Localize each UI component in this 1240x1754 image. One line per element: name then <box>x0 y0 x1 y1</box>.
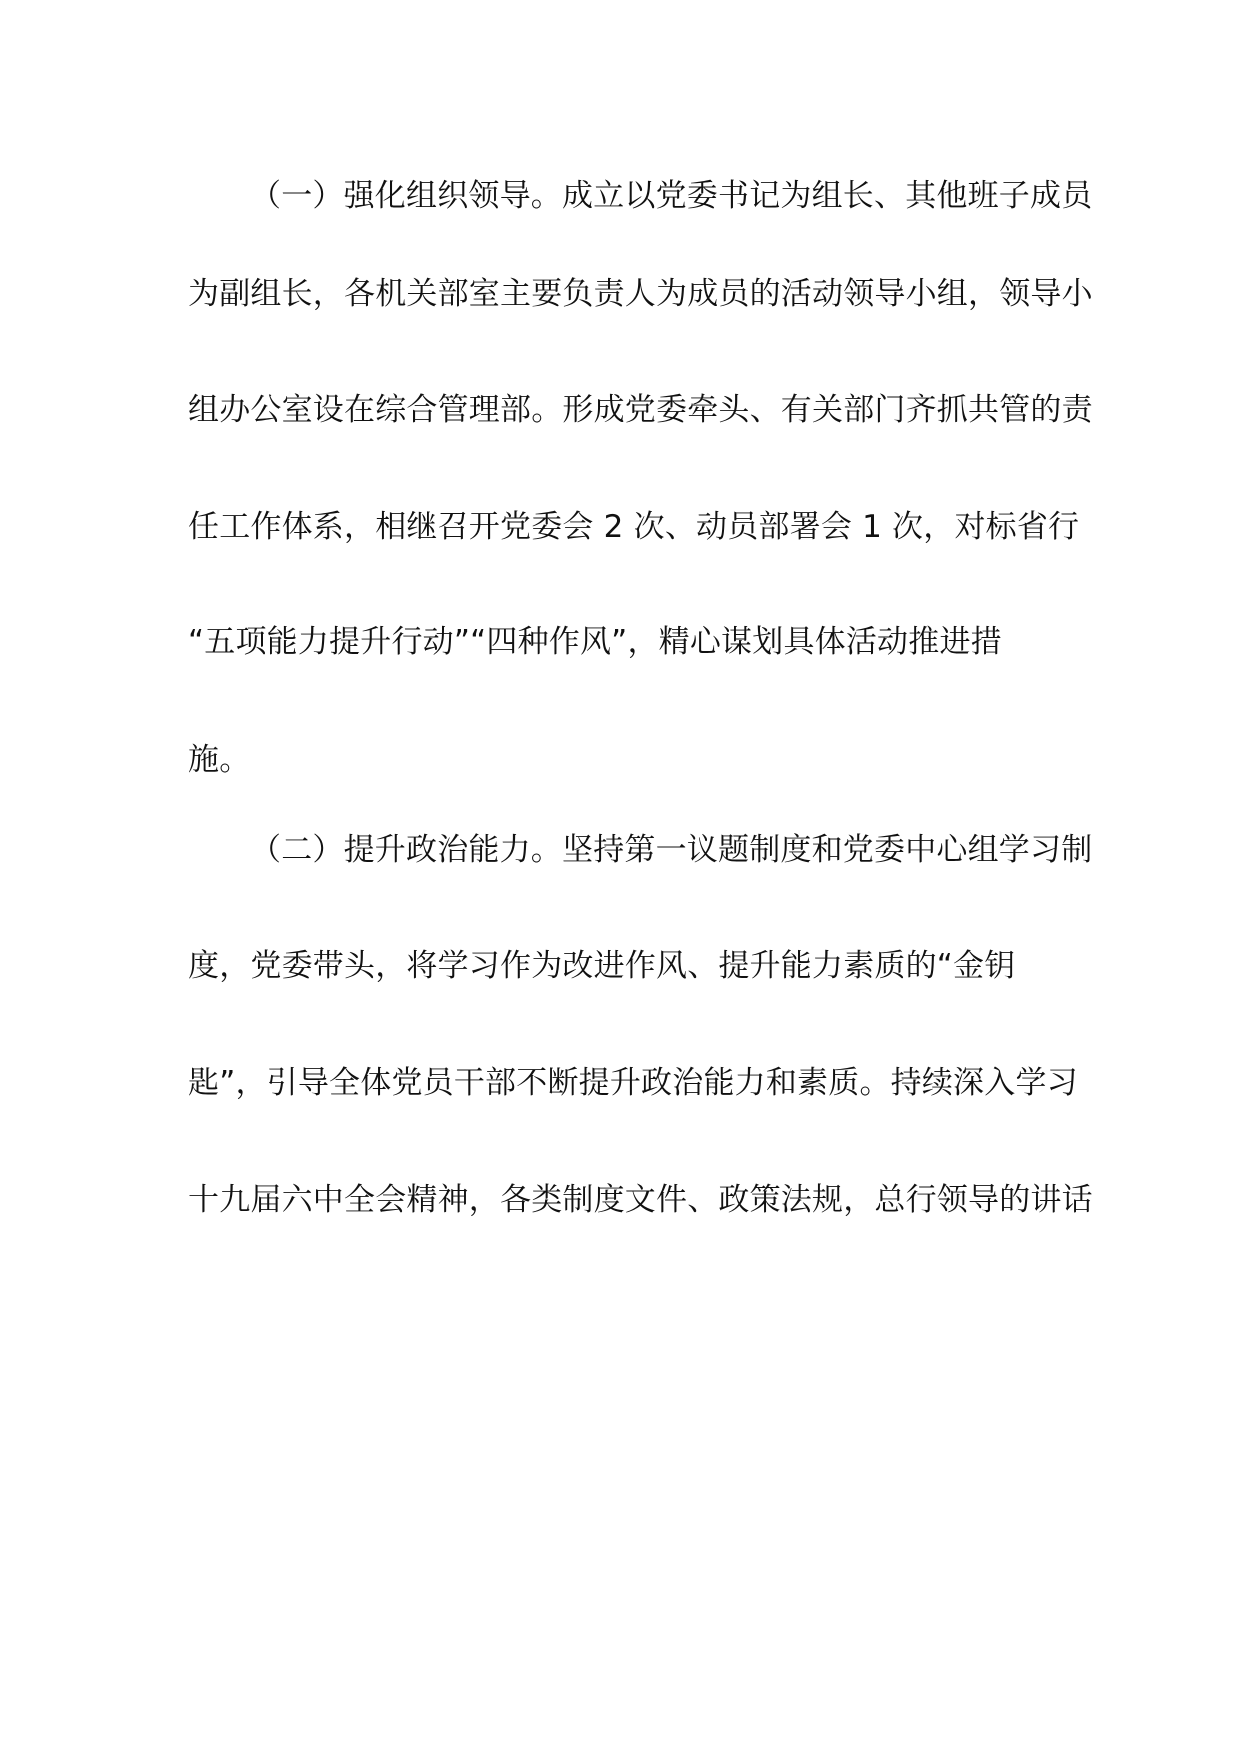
paragraph-2-line-1: （二）提升政治能力。坚持第一议题制度和党委中心组学习制 <box>250 832 1093 868</box>
paragraph-2-line-2: 度，党委带头，将学习作为改进作风、提升能力素质的“金钥 <box>188 948 1016 984</box>
paragraph-1-line-3: 组办公室设在综合管理部。形成党委牵头、有关部门齐抓共管的责 <box>188 392 1093 428</box>
paragraph-1-line-1: （一）强化组织领导。成立以党委书记为组长、其他班子成员 <box>250 178 1093 214</box>
paragraph-1-line-6: 施。 <box>188 742 251 778</box>
paragraph-1-line-4: 任工作体系，相继召开党委会 2 次、动员部署会 1 次，对标省行 <box>188 509 1080 545</box>
paragraph-1-line-2: 为副组长，各机关部室主要负责人为成员的活动领导小组，领导小 <box>188 276 1093 312</box>
paragraph-2-line-3: 匙”，引导全体党员干部不断提升政治能力和素质。持续深入学习 <box>188 1065 1078 1101</box>
paragraph-1-line-5: “五项能力提升行动”“四种作风”，精心谋划具体活动推进措 <box>188 624 1002 660</box>
paragraph-2-line-4: 十九届六中全会精神，各类制度文件、政策法规，总行领导的讲话 <box>188 1182 1093 1218</box>
